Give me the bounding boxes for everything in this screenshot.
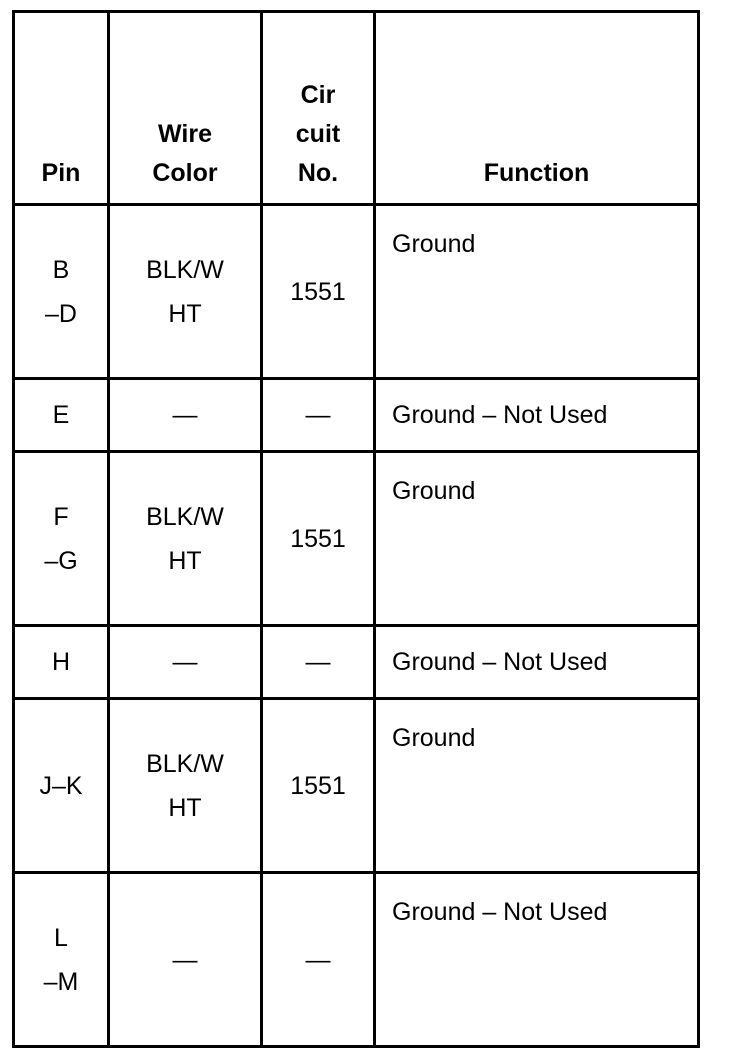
pin-cell (14, 452, 109, 626)
circuit-no-value: — (305, 401, 331, 429)
header-circuit-no (262, 12, 375, 205)
function-value: Ground – Not Used (392, 898, 608, 926)
table-row (14, 379, 699, 452)
circuit-no-cell (262, 205, 375, 379)
circuit-no-cell (262, 873, 375, 1047)
pin-cell (14, 379, 109, 452)
circuit-no-cell (262, 452, 375, 626)
function-cell (375, 205, 699, 379)
table-row (14, 452, 699, 626)
table-row (14, 873, 699, 1047)
function-value: Ground (392, 724, 476, 752)
circuit-no-cell (262, 626, 375, 699)
connector-pin-table (12, 10, 700, 1048)
pin-value: L –M (43, 923, 79, 996)
function-cell (375, 699, 699, 873)
pin-cell (14, 626, 109, 699)
header-wire-color-label: Wire Color (152, 120, 218, 187)
wire-color-cell (109, 626, 262, 699)
pin-value: B –D (45, 255, 77, 328)
wire-color-cell (109, 452, 262, 626)
wire-color-value: BLK/W HT (146, 749, 224, 822)
function-cell (375, 379, 699, 452)
pin-cell (14, 205, 109, 379)
function-value: Ground – Not Used (392, 401, 608, 429)
table-row (14, 626, 699, 699)
table-header-row (14, 12, 699, 205)
pin-value: J–K (39, 771, 83, 800)
pin-value: F –G (44, 502, 78, 575)
pin-cell (14, 873, 109, 1047)
wire-color-value: BLK/W HT (146, 255, 224, 328)
header-function (375, 12, 699, 205)
pin-cell (14, 699, 109, 873)
circuit-no-value: 1551 (290, 524, 346, 553)
circuit-no-value: 1551 (290, 771, 346, 800)
circuit-no-cell (262, 699, 375, 873)
circuit-no-cell (262, 379, 375, 452)
function-cell (375, 626, 699, 699)
wire-color-value: — (172, 648, 198, 676)
header-pin (14, 12, 109, 205)
function-value: Ground (392, 477, 476, 505)
header-function-label: Function (483, 159, 590, 187)
pin-value: E (52, 401, 70, 429)
pin-value: H (51, 648, 71, 676)
function-cell (375, 452, 699, 626)
table-row (14, 205, 699, 379)
wire-color-cell (109, 379, 262, 452)
function-value: Ground (392, 230, 476, 258)
header-wire-color (109, 12, 262, 205)
wire-color-value: — (172, 945, 198, 974)
function-value: Ground – Not Used (392, 648, 608, 676)
function-cell (375, 873, 699, 1047)
wire-color-value: — (172, 401, 198, 429)
header-pin-label: Pin (41, 159, 81, 187)
circuit-no-value: — (305, 945, 331, 974)
wire-color-cell (109, 699, 262, 873)
wire-color-cell (109, 205, 262, 379)
header-circuit-no-label: Cir cuit No. (295, 81, 341, 187)
table-row (14, 699, 699, 873)
circuit-no-value: — (305, 648, 331, 676)
wire-color-value: BLK/W HT (146, 502, 224, 575)
wire-color-cell (109, 873, 262, 1047)
circuit-no-value: 1551 (290, 277, 346, 306)
